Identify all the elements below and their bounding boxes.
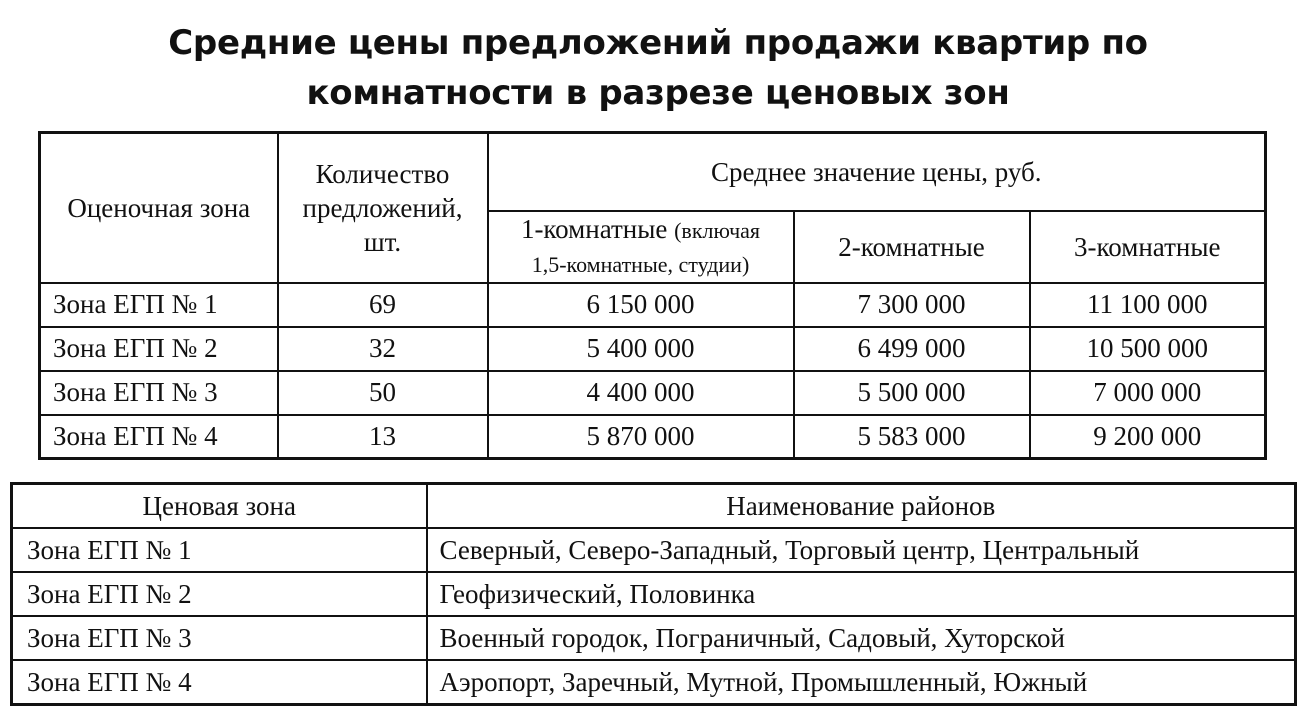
price-one-room-cell: 5 400 000	[488, 327, 794, 371]
header-one-room-note-1: (включая	[674, 217, 761, 243]
price-two-room-cell: 5 500 000	[794, 371, 1030, 415]
header-count-line-1: Количество	[315, 158, 450, 189]
header-one-room-main: 1-комнатные	[520, 213, 668, 244]
zone-cell: Зона ЕГП № 1	[40, 283, 278, 327]
price-three-room-cell: 9 200 000	[1030, 415, 1266, 459]
table-row	[12, 528, 1296, 572]
table-row	[40, 415, 1266, 459]
price-three-room-cell: 10 500 000	[1030, 327, 1266, 371]
header-three-room: 3-комнатные	[1030, 211, 1266, 283]
header-districts: Наименование районов	[427, 484, 1296, 529]
price-two-room-cell: 5 583 000	[794, 415, 1030, 459]
zone-cell: Зона ЕГП № 4	[40, 415, 278, 459]
prices-header-row-1	[40, 133, 1266, 211]
zone-cell: Зона ЕГП № 3	[40, 371, 278, 415]
districts-cell: Военный городок, Пограничный, Садовый, Хуторской	[427, 616, 1296, 660]
title-line-2: комнатности в разрезе ценовых зон	[306, 73, 1010, 113]
districts-cell: Геофизический, Половинка	[427, 572, 1296, 616]
header-avg-price: Среднее значение цены, руб.	[488, 133, 1266, 211]
price-one-room-cell: 6 150 000	[488, 283, 794, 327]
zone-cell: Зона ЕГП № 4	[12, 660, 427, 705]
table-row	[12, 616, 1296, 660]
header-count-line-3: шт.	[363, 226, 402, 257]
zone-cell: Зона ЕГП № 2	[40, 327, 278, 371]
count-cell: 50	[278, 371, 488, 415]
districts-cell: Аэропорт, Заречный, Мутной, Промышленный, Южный	[427, 660, 1296, 705]
header-count	[278, 133, 488, 283]
table-row	[40, 283, 1266, 327]
price-two-room-cell: 7 300 000	[794, 283, 1030, 327]
price-three-room-cell: 7 000 000	[1030, 371, 1266, 415]
zone-cell: Зона ЕГП № 1	[12, 528, 427, 572]
header-one-room	[488, 211, 794, 283]
table-row	[40, 371, 1266, 415]
zone-cell: Зона ЕГП № 3	[12, 616, 427, 660]
table-row	[40, 327, 1266, 371]
price-two-room-cell: 6 499 000	[794, 327, 1030, 371]
header-price-zone: Ценовая зона	[12, 484, 427, 529]
title-line-1: Средние цены предложений продажи квартир по	[168, 23, 1148, 63]
districts-table	[10, 482, 1297, 706]
header-count-line-2: предложений,	[302, 192, 463, 223]
price-three-room-cell: 11 100 000	[1030, 283, 1266, 327]
districts-cell: Северный, Северо-Западный, Торговый центр, Центральный	[427, 528, 1296, 572]
count-cell: 69	[278, 283, 488, 327]
prices-table	[38, 131, 1267, 460]
page-title	[0, 18, 1316, 118]
price-one-room-cell: 5 870 000	[488, 415, 794, 459]
count-cell: 13	[278, 415, 488, 459]
count-cell: 32	[278, 327, 488, 371]
table-row	[12, 572, 1296, 616]
header-two-room: 2-комнатные	[794, 211, 1030, 283]
zone-cell: Зона ЕГП № 2	[12, 572, 427, 616]
price-one-room-cell: 4 400 000	[488, 371, 794, 415]
table-row	[12, 660, 1296, 705]
districts-header-row	[12, 484, 1296, 529]
header-zone: Оценочная зона	[40, 133, 278, 283]
header-one-room-note-2: 1,5-комнатные, студии)	[531, 251, 750, 277]
